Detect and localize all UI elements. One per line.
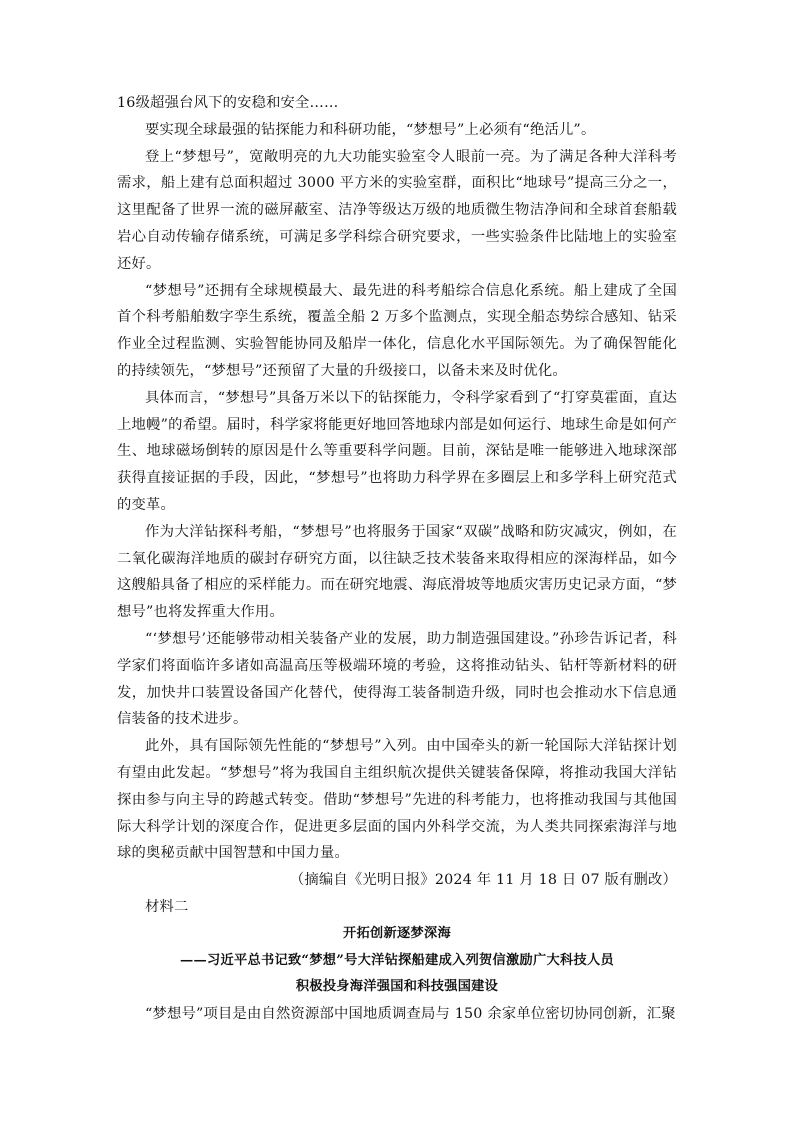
article-subtitle-line2: 积极投身海洋强国和科技强国建设 [295, 979, 499, 995]
paragraph: “‘梦想号’还能够带动相关装备产业的发展，助力制造强国建设。”孙珍告诉记者，科学家们将面临许多诸如高温高压等极端环境的考验，这将推动钻头、钻杆等新材料的研发，加快井口装置设备国产化替代，使得海工装备制造升级，同时也会推动水下信息通信装备的技术进步。 [117, 630, 677, 728]
paragraph: 此外，具有国际领先性能的“梦想号”入列。由中国牵头的新一轮国际大洋钻探计划有望由此发起。“梦想号”将为我国自主组织航次提供关键装备保障，将推动我国大洋钻探由参与向主导的跨越式转变。借助“梦想号”先进的科考能力，也将推动我国与其他国际大科学计划的深度合作，促进更多层面的国内外科学交流，为人类共同探索海洋与地球的奥秘贡献中国智慧和中国力量。 [117, 738, 677, 862]
material-label: 材料二 [145, 898, 189, 915]
article-subtitle: ——习近平总书记致“梦想”号大洋钻探船建成入列贺信激励广大科技人员 [180, 952, 614, 968]
paragraph: 要实现全球最强的钻探能力和科研功能，“梦想号”上必须有“绝活儿”。 [145, 121, 596, 138]
paragraph: 具体而言，“梦想号”具备万米以下的钻探能力，令科学家看到了“打穿莫霍面，直达上地幔”的希望。届时，科学家将能更好地回答地球内部是如何运行、地球生命是如何产生、地球磁场倒转的原因是什么等重要科学问题。目前，深钻是唯一能够进入地球深部获得直接证据的手段，因此，“梦想号”也将助力科学界在多圈层上和多学科上研究范式的变革。 [117, 389, 677, 513]
article-title: 开拓创新逐梦深海 [343, 925, 451, 941]
paragraph: 作为大洋钻探科考船，“梦想号”也将服务于国家“双碳”战略和防灾减灾，例如，在二氧化碳海洋地质的碳封存研究方面，以往缺乏技术装备来取得相应的深海样品，如今这艘船具备了相应的采样能力。而在研究地震、海底滑坡等地质灾害历史记录方面，“梦想号”也将发挥重大作用。 [117, 523, 677, 621]
source-note: （摘编自《光明日报》2024 年 11 月 18 日 07 版有删改） [289, 872, 677, 889]
paragraph: “梦想号”还拥有全球规模最大、最先进的科考船综合信息化系统。船上建成了全国首个科考船舶数字孪生系统，覆盖全船 2 万多个监测点，实现全船态势综合感知、钻采作业全过程监测、实验智能协同及船岸一体化，信息化水平国际领先。为了确保智能化的持续领先，“梦想号”还预留了大量的升级接口，以备未来及时优化。 [117, 282, 677, 379]
paragraph: 登上“梦想号”，宽敞明亮的九大功能实验室令人眼前一亮。为了满足各种大洋科考需求，船上建有总面积超过 3000 平方米的实验室群，面积比“地球号”提高三分之一，这里配备了世界一流的磁屏蔽室、洁净等级达万级的地质微生物洁净间和全球首套船载岩心自动传输存储系统，可满足多学科综合研究要求，一些实验条件比陆地上的实验室还好。 [117, 148, 677, 272]
paragraph-continuation: 16级超强台风下的安稳和安全…… [117, 95, 339, 111]
paragraph: “梦想号”项目是由自然资源部中国地质调查局与 150 余家单位密切协同创新，汇聚 [145, 1006, 676, 1023]
document-page [117, 90, 677, 1028]
